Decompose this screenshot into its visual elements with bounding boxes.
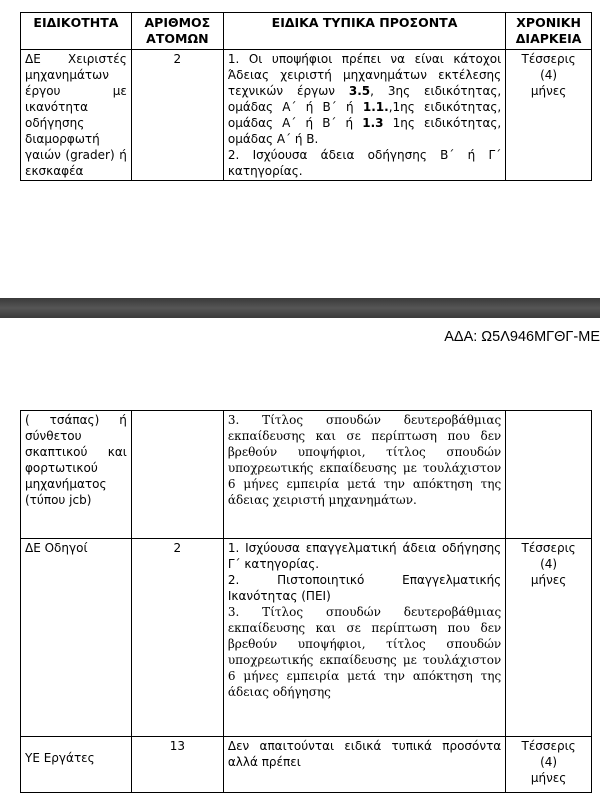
- row4-qualifications: Δεν απαιτούνται ειδικά τυπικά προσόντα αλλά πρέπει: [223, 737, 505, 793]
- row3-specialty: ΔΕ Οδηγοί: [21, 539, 132, 737]
- row1-specialty: ΔΕ Χειριστές μηχανημάτων έργου με ικανότητα οδήγησης διαμορφωτή γαιών (grader) ή εκσκαφέα: [21, 50, 132, 181]
- row1-qualifications: [223, 50, 505, 181]
- row4-specialty: ΥΕ Εργάτες: [21, 737, 132, 793]
- header-specialty: ΕΙΔΙΚΟΤΗΤΑ: [21, 13, 132, 50]
- row3-count: 2: [131, 539, 223, 737]
- row2-qualifications: 3. Τίτλος σπουδών δευτεροβάθμιας εκπαίδευσης και σε περίπτωση που δεν βρεθούν υποψήφιοι, τίτλος σπουδών υποχρεωτικής εκπαίδευσης με τουλάχιστον 6 μήνες εμπειρία μετά την απόκτηση της άδειας χειριστή μηχανημάτων.: [223, 411, 505, 539]
- row1-duration: Τέσσερις (4) μήνες: [506, 50, 592, 181]
- row3-qual-1: 1. Ισχύουσα επαγγελματική άδεια οδήγησης Γ΄ κατηγορίας.: [227, 541, 502, 571]
- row4-count: 13: [131, 737, 223, 793]
- header-persons: ΑΡΙΘΜΟΣ ΑΤΟΜΩΝ: [131, 13, 223, 50]
- row3-qualifications: [223, 539, 505, 737]
- header-qualifications: ΕΙΔΙΚΑ ΤΥΠΙΚΑ ΠΡΟΣΟΝΤΑ: [223, 13, 505, 50]
- staff-table-page2: [20, 410, 592, 793]
- ada-reference: ΑΔΑ: Ω5Λ946ΜΓΘΓ-ΜΕ: [444, 329, 600, 345]
- row2-duration: [506, 411, 592, 539]
- row3-duration: Τέσσερις (4) μήνες: [506, 539, 592, 737]
- row3-qual-2: 2. Πιστοποιητικό Επαγγελματικής Ικανότητας (ΠΕΙ): [227, 573, 502, 603]
- row1-qual-2: 2. Ισχύουσα άδεια οδήγησης Β΄ ή Γ΄ κατηγορίας.: [227, 148, 502, 178]
- page-break-divider: [0, 298, 600, 318]
- staff-table-page1: [20, 12, 592, 181]
- row3-qual-3: 3. Τίτλος σπουδών δευτεροβάθμιας εκπαίδευσης και σε περίπτωση που δεν βρεθούν υποψήφιοι, τίτλος σπουδών υποχρεωτικής εκπαίδευσης με τουλάχιστον 6 μήνες εμπειρία μετά την απόκτηση της άδειας οδήγησης: [227, 605, 502, 699]
- row4-duration: Τέσσερις (4) μήνες: [506, 737, 592, 793]
- header-duration: ΧΡΟΝΙΚΗ ΔΙΑΡΚΕΙΑ: [506, 13, 592, 50]
- row2-count: [131, 411, 223, 539]
- row1-count: 2: [131, 50, 223, 181]
- table-header-row: [21, 13, 592, 50]
- table-row: [21, 411, 592, 539]
- table-row: [21, 50, 592, 181]
- table-row: [21, 539, 592, 737]
- table-row: [21, 737, 592, 793]
- row1-qual-1: 1. Οι υποψήφιοι πρέπει να είναι κάτοχοι Άδειας χειριστή μηχανημάτων εκτέλεσης τεχνικών έργων 3.5, 3ης ειδικότητας, ομάδας Α΄ ή Β΄ ή 1.1.,1ης ειδικότητας, ομάδας Α΄ ή Β΄ ή 1.3 1ης ειδικότητας, ομάδας Α΄ ή Β.: [227, 52, 502, 146]
- row2-specialty: ( τσάπας) ή σύνθετου σκαπτικού και φορτωτικού μηχανήματος (τύπου jcb): [21, 411, 132, 539]
